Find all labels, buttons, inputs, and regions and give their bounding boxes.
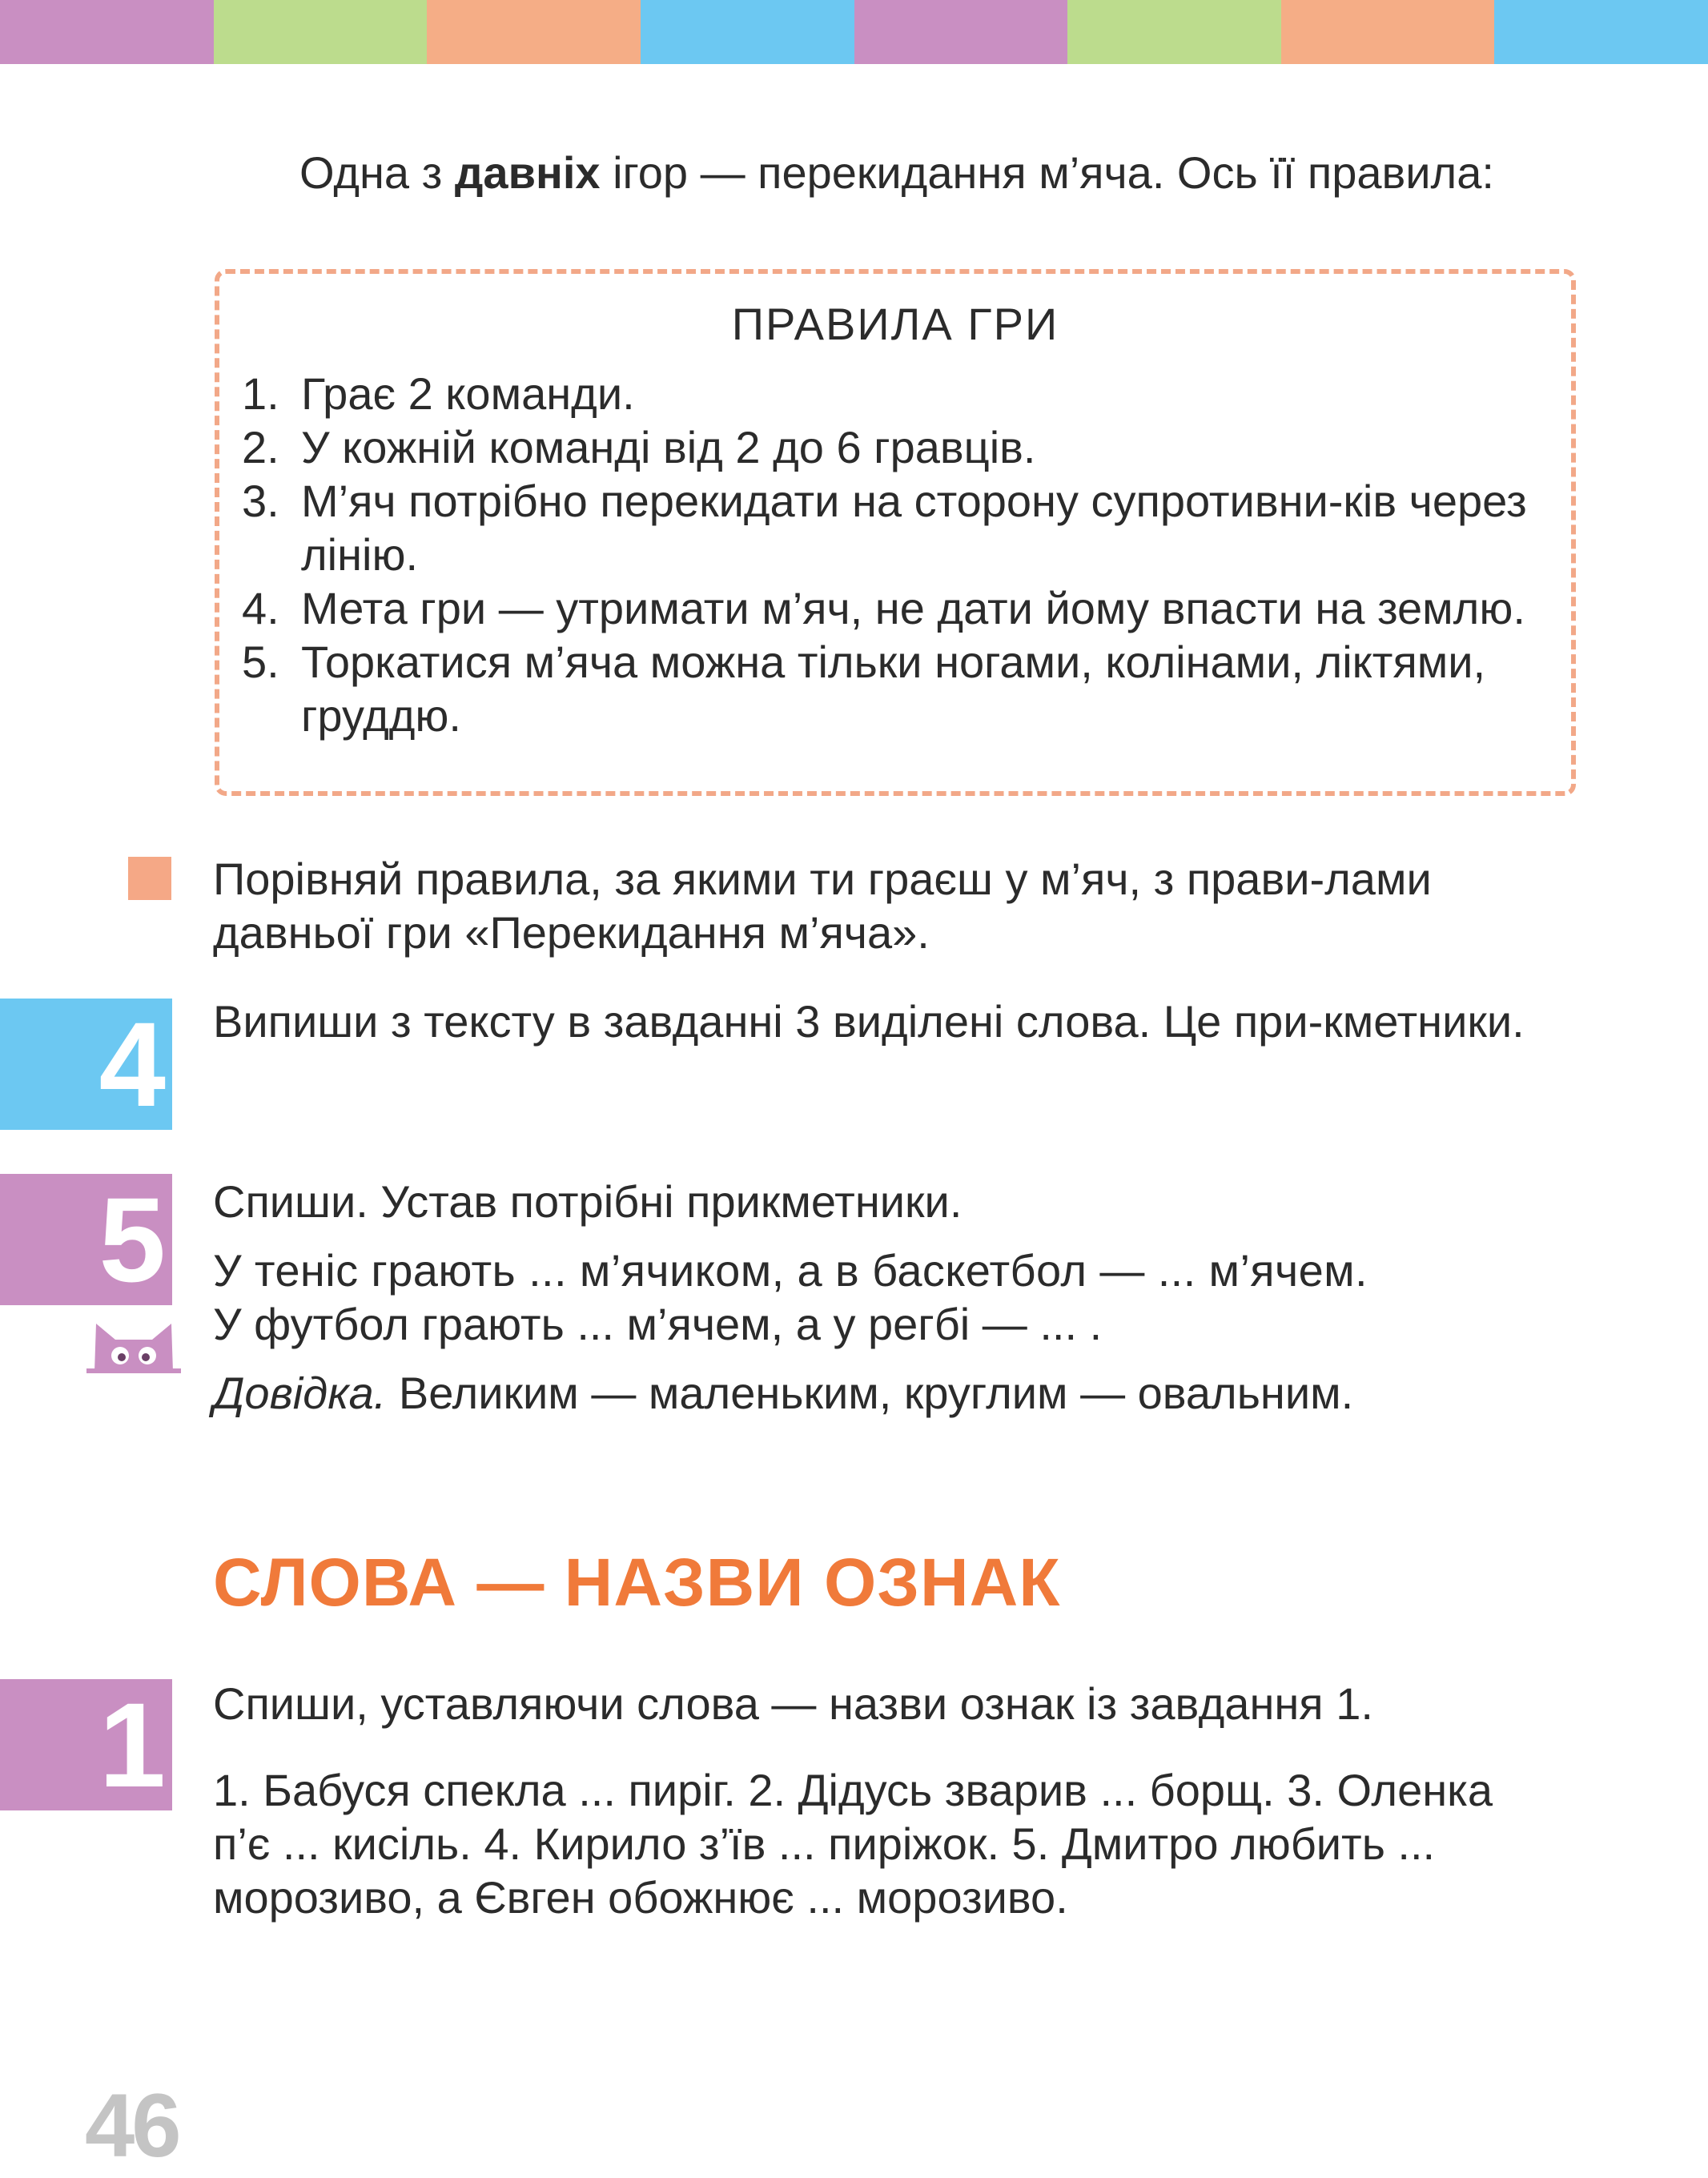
rule-text: Торкатися м’яча можна тільки ногами, колінами, ліктями, груддю. [301, 637, 1486, 741]
compare-task-text: Порівняй правила, за якими ти граєш у м’яч, з прави-лами давньої гри «Перекидання м’яча». [213, 854, 1432, 958]
stripe [0, 0, 214, 64]
task-1-sentences: 1. Бабуся спекла ... пиріг. 2. Дідусь зварив ... борщ. 3. Оленка п’є ... кисіль. 4. Кирило з’їв ... пиріжок. 5. Дмитро любить ... морозиво, а Євген обожнює ... морозиво. [213, 1765, 1493, 1923]
task-marker-square [128, 857, 171, 900]
hint-label: Довідка. [213, 1368, 387, 1418]
cat-face-icon [86, 1317, 181, 1373]
stripe [1281, 0, 1495, 64]
top-color-stripes [0, 0, 1708, 64]
section-title: СЛОВА — НАЗВИ ОЗНАК [213, 1545, 1061, 1620]
task-4-text: Випиши з тексту в завданні 3 виділені слова. Це при-кметники. [213, 996, 1525, 1047]
intro-paragraph [213, 146, 1590, 199]
stripe [1494, 0, 1708, 64]
rule-text: У кожній команді від 2 до 6 гравців. [301, 422, 1036, 472]
hint-text: Великим — маленьким, круглим — овальним. [386, 1368, 1354, 1418]
rule-text: М’яч потрібно перекидати на сторону супротивни-ків через лінію. [301, 476, 1527, 580]
rule-item [242, 367, 1555, 420]
intro-text-after: ігор — перекидання м’яча. Ось її правила: [600, 147, 1494, 198]
stripe [641, 0, 854, 64]
rules-box [215, 269, 1576, 796]
stripe [854, 0, 1068, 64]
rule-text: Мета гри — утримати м’яч, не дати йому впасти на землю. [301, 583, 1525, 633]
rule-number: 5. [242, 637, 279, 687]
intro-bold-word: давніх [454, 147, 601, 198]
rule-item [242, 581, 1555, 635]
rule-item [242, 420, 1555, 474]
task-5-instruction: Спиши. Устав потрібні прикметники. [213, 1176, 963, 1227]
intro-text-before: Одна з [299, 147, 455, 198]
rule-item [242, 474, 1555, 581]
task-5-sentence-2: У футбол грають ... м’ячем, а у регбі — ... . [213, 1299, 1103, 1349]
task-5-number-tab: 5 [0, 1174, 172, 1305]
rule-number: 1. [242, 368, 279, 419]
task-1-number-tab: 1 [0, 1679, 172, 1810]
rules-list [242, 367, 1555, 742]
rule-number: 2. [242, 422, 279, 472]
stripe [427, 0, 641, 64]
page-number: 46 [85, 2076, 179, 2176]
rule-item [242, 635, 1555, 742]
rule-number: 3. [242, 476, 279, 526]
task-5-hint [213, 1366, 1590, 1420]
rules-title: ПРАВИЛА ГРИ [731, 299, 1059, 349]
stripe [1067, 0, 1281, 64]
rule-number: 4. [242, 583, 279, 633]
stripe [214, 0, 428, 64]
task-5-sentence-1: У теніс грають ... м’ячиком, а в баскетбол — ... м’ячем. [213, 1245, 1368, 1296]
task-1-instruction: Спиши, уставляючи слова — назви ознак із завдання 1. [213, 1678, 1373, 1729]
rule-text: Грає 2 команди. [301, 368, 635, 419]
task-4-number-tab: 4 [0, 999, 172, 1130]
